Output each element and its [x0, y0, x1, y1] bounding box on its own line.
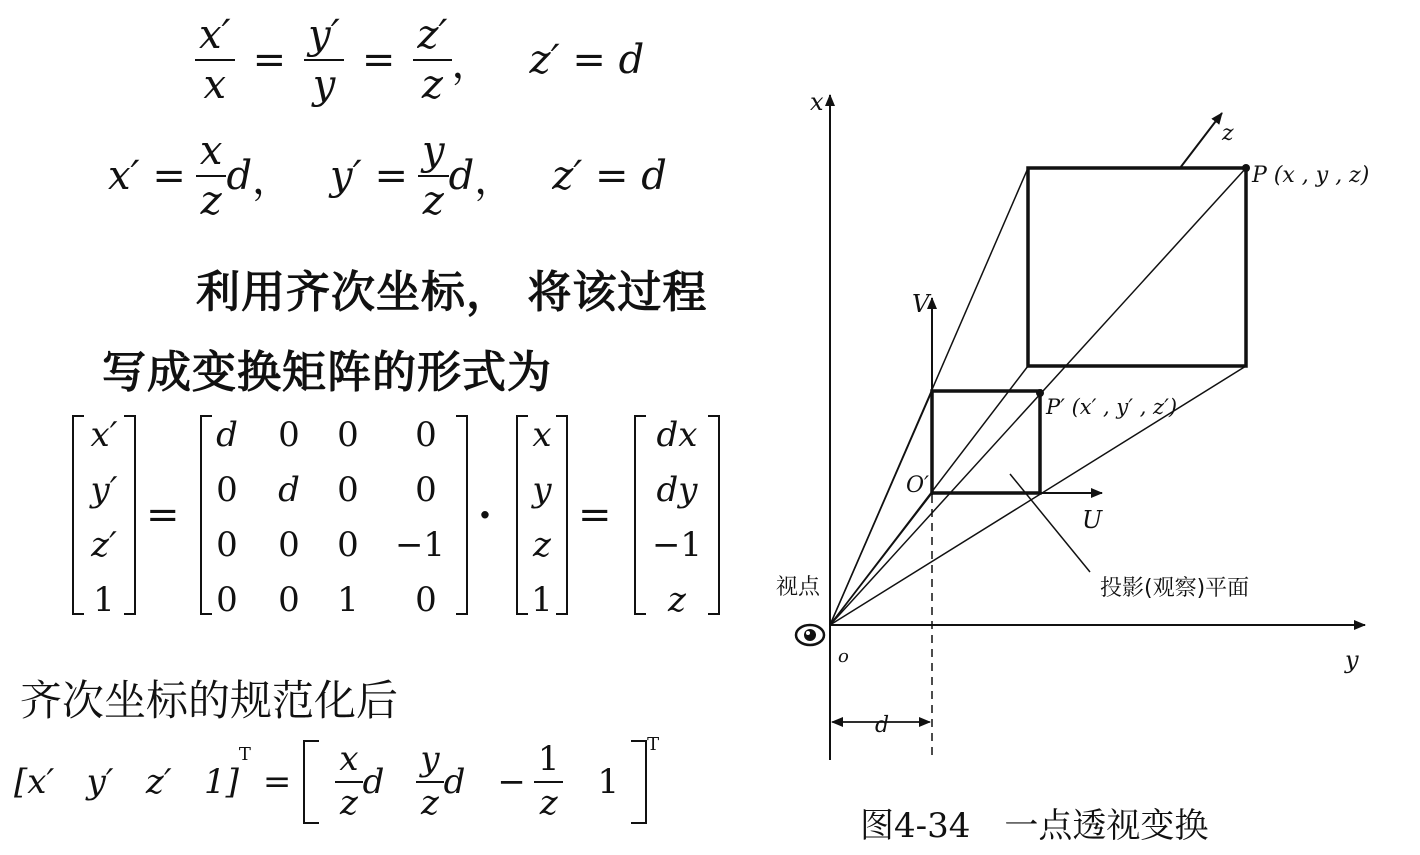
lhs-cell: x′ [90, 415, 118, 455]
frac-den: z [422, 178, 444, 224]
right-bracket [631, 740, 647, 824]
frac-den: z [539, 783, 558, 823]
matrix-cell: 0 [415, 415, 437, 455]
axis-U-label: U [1082, 506, 1103, 534]
origin-prime-label: O′ [906, 473, 930, 498]
axis-y-label: y [1345, 646, 1359, 674]
frac-z [413, 14, 451, 106]
frac-y [304, 14, 344, 106]
vector-cell: y [532, 470, 552, 510]
frac-den: z [200, 178, 222, 224]
equals-sign: = [578, 492, 612, 538]
comma: ， [252, 156, 293, 203]
point-P-prime-dot [1036, 389, 1044, 397]
eye-icon [796, 625, 824, 645]
vector-cell: z [533, 525, 551, 565]
solved-equation [108, 130, 667, 222]
frac-den: x [203, 62, 227, 108]
result-cell: dy [656, 470, 698, 510]
equals-sign: = [262, 762, 292, 802]
d-term: d [448, 153, 475, 199]
normalize-text: 齐次坐标的规范化后 [20, 676, 399, 725]
frac-num: 1 [537, 739, 560, 780]
matrix-cell: 0 [337, 470, 359, 510]
frac-den: y [312, 62, 336, 108]
result-cell: dx [656, 415, 698, 455]
frac-y-over-z [416, 739, 443, 823]
d-term: d [443, 762, 466, 802]
minus-sign: − [497, 762, 526, 802]
matrix-cell: 0 [337, 415, 359, 455]
matrix-cell: 0 [278, 580, 300, 620]
lhs-cell: z′ [91, 525, 117, 565]
vector-cell: 1 [531, 580, 553, 620]
axis-z-label: z [1222, 121, 1234, 146]
result-cell: −1 [651, 525, 703, 565]
matrix-cell: 0 [415, 470, 437, 510]
equals-sign: = [146, 492, 180, 538]
point-P-label: P (x , y , z) [1252, 163, 1370, 188]
d-term: d [226, 153, 253, 199]
ratio-equation [195, 14, 644, 106]
frac-den: z [421, 62, 443, 108]
perspective-diagram [770, 40, 1390, 830]
matrix-cell: 0 [415, 580, 437, 620]
z-axis-arrow [1180, 113, 1222, 168]
matrix-cell: 0 [216, 470, 238, 510]
frac-num: y′ [308, 12, 340, 58]
plane-label: 投影(观察)平面 [1100, 576, 1250, 601]
point-P-prime-label: P′ (x′ , y′ , z′) [1046, 395, 1178, 419]
origin-label: o [838, 646, 849, 667]
frac-den: z [421, 783, 439, 823]
point-vector [516, 415, 568, 620]
frac-num: x′ [199, 12, 231, 58]
frac-y-over-z [418, 130, 449, 222]
frac-num: x [339, 739, 359, 780]
matrix-cell: 0 [337, 525, 359, 565]
left-bracket [303, 740, 319, 824]
frac-x [195, 14, 235, 106]
z-equals-d: z′ = d [552, 153, 667, 199]
frac-num: z′ [417, 12, 448, 58]
d-dim-label: d [875, 713, 890, 738]
frac-num: y [421, 128, 445, 174]
frac-num: x [199, 128, 223, 174]
point-P-dot [1242, 164, 1250, 172]
matrix-cell: 0 [216, 580, 238, 620]
frac-one-over-z [534, 739, 564, 823]
lhs-cell: y′ [90, 470, 118, 510]
z-equals-d: z′ = d [529, 37, 645, 83]
d-term: d [362, 762, 385, 802]
proj-line [830, 493, 932, 625]
normalized-equation [14, 734, 660, 824]
proj-line [830, 168, 1246, 625]
y-lhs: y′ = [330, 153, 408, 199]
frac-den: z [340, 783, 358, 823]
lhs-cell: 1 [93, 580, 115, 620]
matrix-cell: −1 [394, 525, 446, 565]
frac-x-over-z [335, 739, 362, 823]
text-line-2: 写成变换矩阵的形式为 [102, 347, 552, 398]
vector-cell: x [532, 415, 552, 455]
normalized-lhs: [x′ y′ z′ 1] [14, 762, 239, 802]
transpose-sup: T [647, 734, 660, 755]
matrix-cell: d [278, 470, 300, 510]
dot-operator: · [478, 492, 492, 539]
figure-caption: 图4-34 一点透视变换 [860, 806, 1209, 846]
comma: ， [474, 156, 515, 203]
equals-sign: = [252, 37, 287, 83]
equals-sign: = [361, 37, 396, 83]
transform-matrix [200, 415, 468, 620]
result-cell: z [668, 580, 686, 620]
axis-V-label: V [912, 290, 930, 318]
text-line-1: 利用齐次坐标， 将该过程 [196, 267, 708, 318]
matrix-cell: 1 [337, 580, 359, 620]
matrix-cell: d [216, 415, 238, 455]
proj-line [830, 391, 932, 625]
one-term: 1 [597, 762, 620, 802]
frac-x-over-z [196, 130, 227, 222]
result-vector [634, 415, 720, 620]
object-rect [1028, 168, 1246, 366]
comma: ， [451, 40, 492, 87]
lhs-vector [72, 415, 136, 620]
transpose-sup: T [238, 744, 251, 765]
matrix-cell: 0 [216, 525, 238, 565]
matrix-cell: 0 [278, 525, 300, 565]
matrix-cell: 0 [278, 415, 300, 455]
frac-num: y [420, 739, 440, 780]
x-lhs: x′ = [108, 153, 186, 199]
viewpoint-label: 视点 [776, 575, 821, 600]
axis-x-label: x [810, 88, 824, 116]
projection-rect [932, 391, 1040, 493]
